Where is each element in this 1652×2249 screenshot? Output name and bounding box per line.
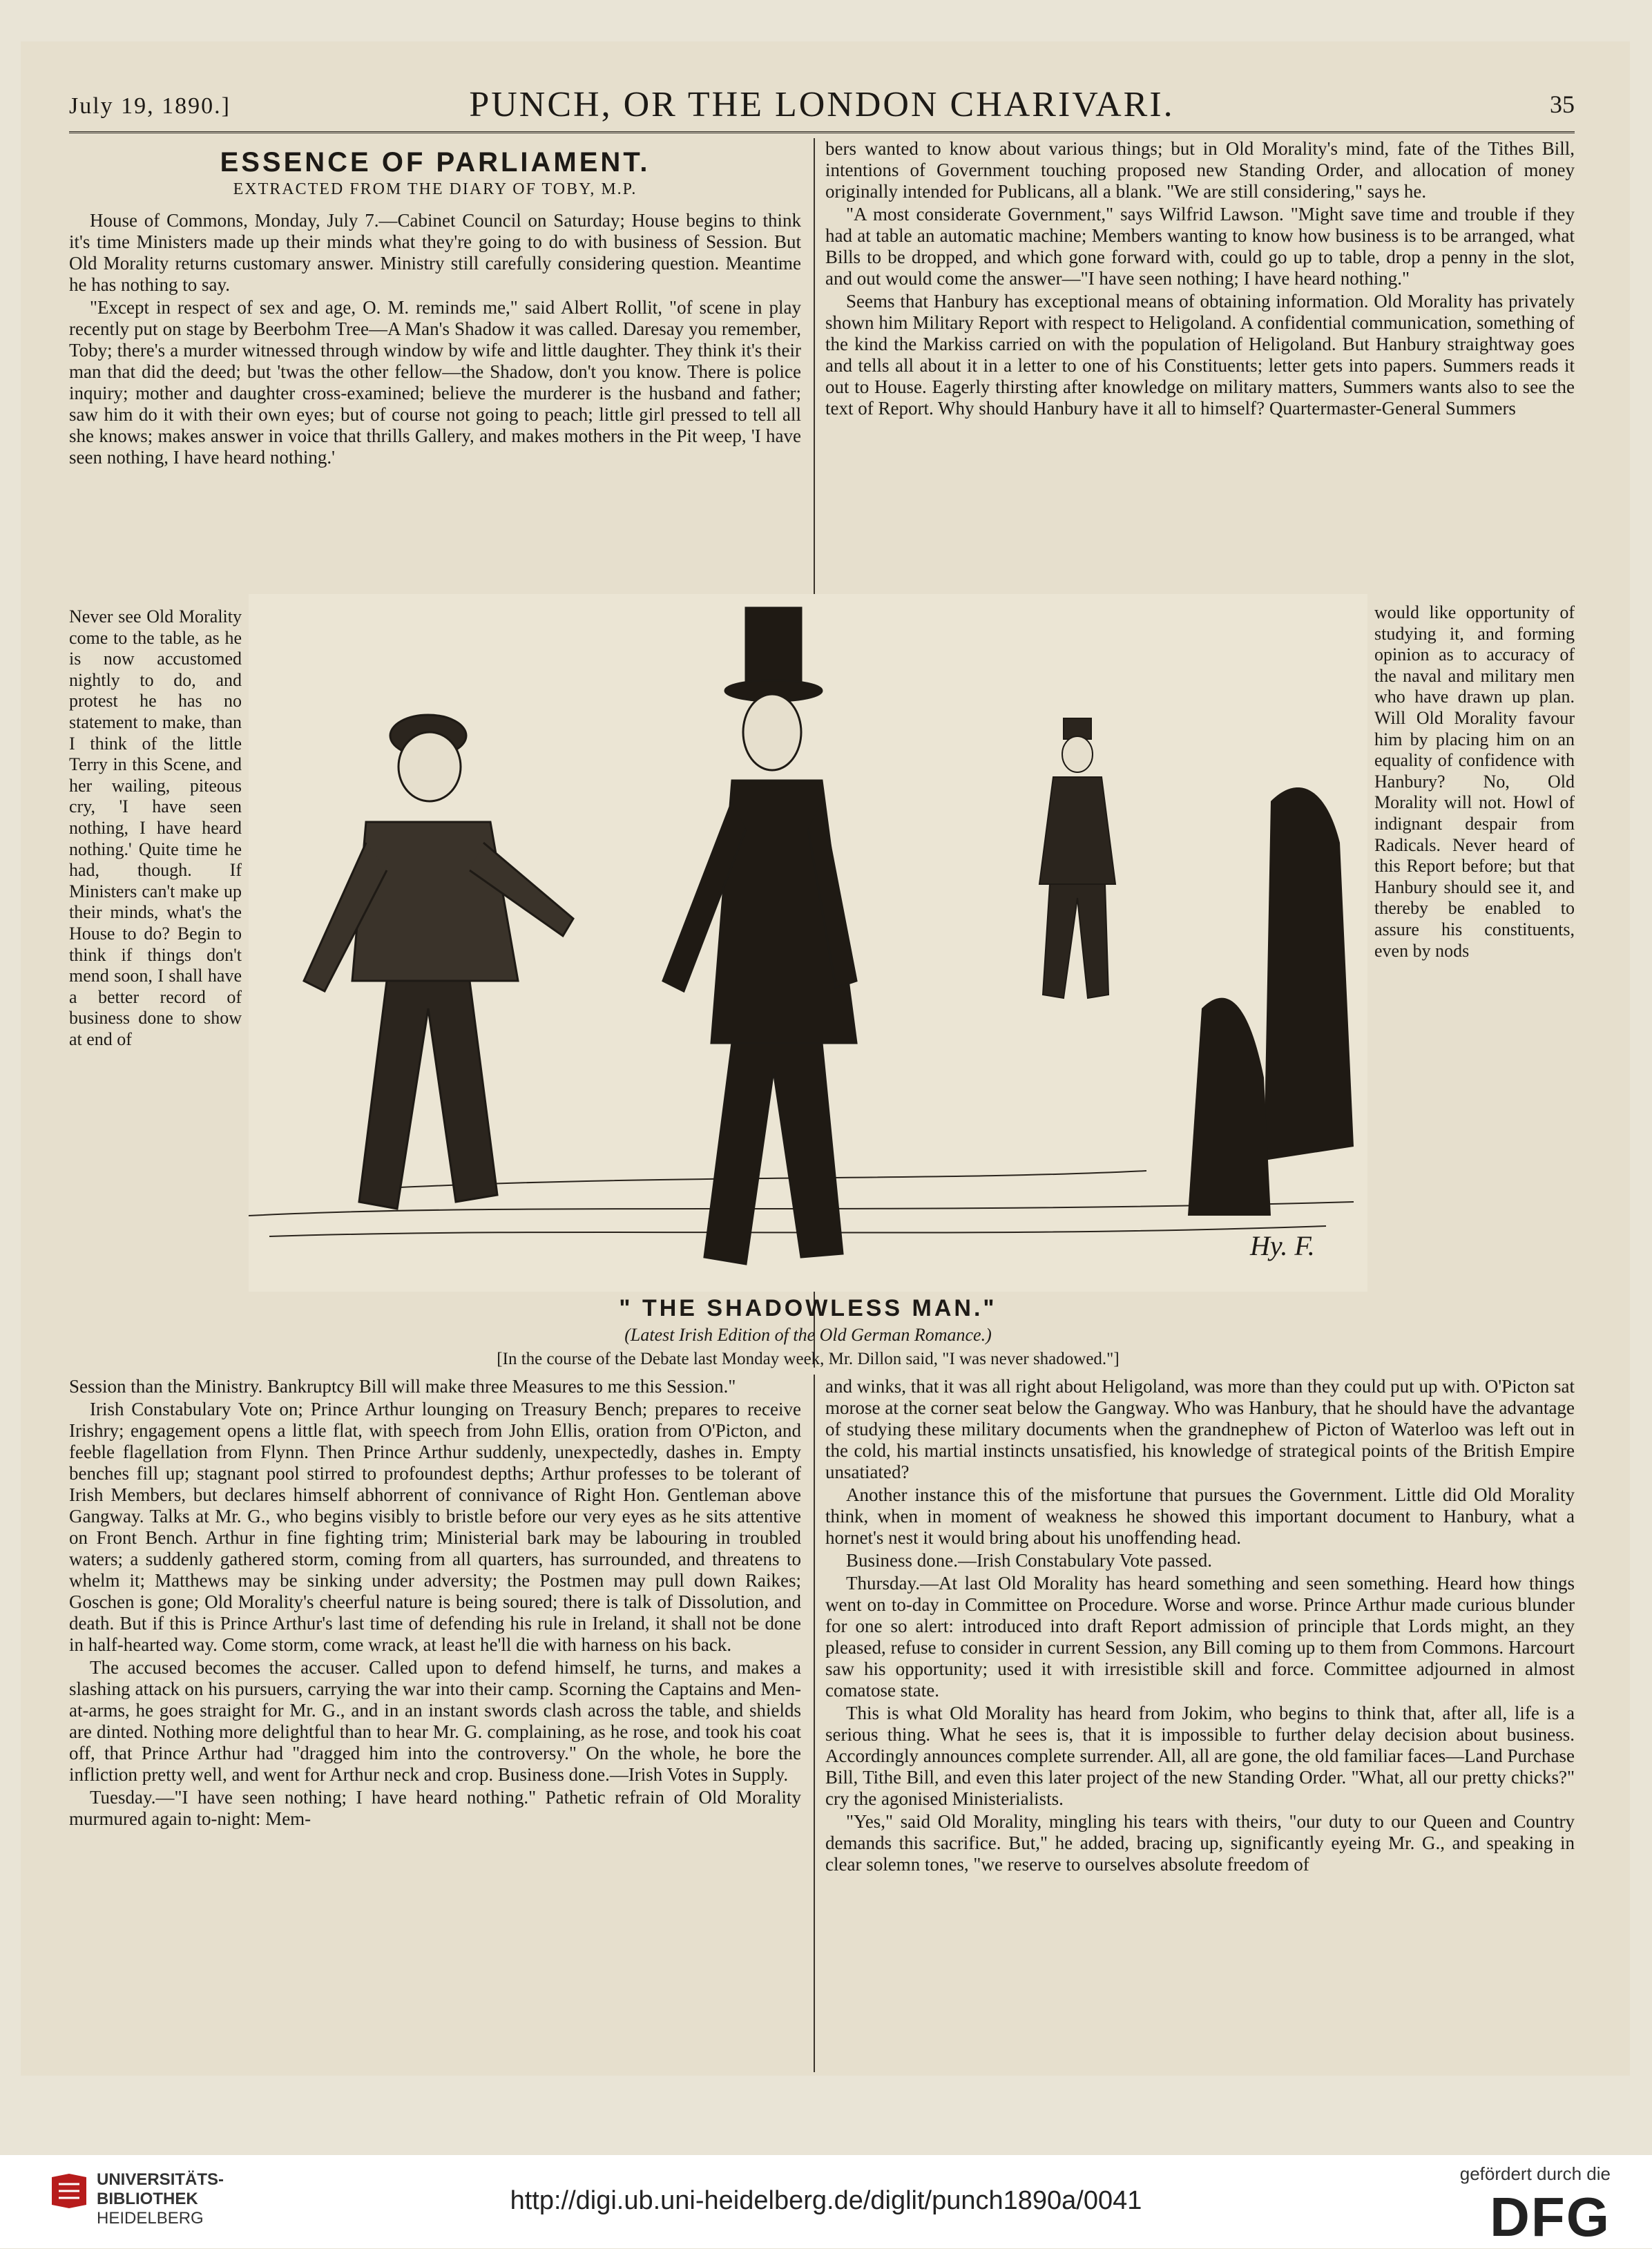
shadow-figure [1039,718,1115,998]
left-column-narrow [69,606,242,1051]
tall-figure [663,608,856,1264]
paragraph: The accused becomes the accuser. Called upon to defend himself, he turns, and makes a slashing attack on his pursuers, carrying the war into their camp. Scorning the Captains and Men-at-arms, he goes straight for Mr. G., and in an instant swords clash across the table, and shields are dinted. Nothing more delightful than to hear Mr. G. complaining, as he rose, and took his coat off, that Prince Arthur had "dragged him into the controversy." On the whole, he bore the infliction pretty well, and went for Arthur neck and crop. Business done.—Irish Votes in Supply. [69,1657,801,1785]
paragraph: Session than the Ministry. Bankruptcy Bill will make three Measures to me this Session." [69,1376,736,1397]
paragraph: and winks, that it was all right about Heligoland, was more than they could put up with. O'Picton sat morose at the corner seat below the Gangway. Who was Hanbury, that he should have the advantage of studying these military documents when the grandnephew of Picton of Waterloo was left out in the cold, his martial instincts unsatisfied, his knowledge of strategical points of the British Empire unsatiated? [825,1376,1575,1482]
paragraph: bers wanted to know about various things; but in Old Morality's mind, fate of the Tithes Bill, intentions of Government touching proposed new Standing Order, and allocation of money originally intended for Publicans, all a blank. "We are still considering," says he. [825,138,1575,202]
page-header [69,69,1575,133]
caption-note: [In the course of the Debate last Monday week, Mr. Dillon said, "I was never shadowed."] [497,1350,1120,1368]
header-date: July 19, 1890.] [69,93,231,119]
column-divider-lower [814,1375,815,2072]
article-title: ESSENCE OF PARLIAMENT. [220,147,651,178]
right-column-narrow [1374,602,1575,963]
source-url-link[interactable]: http://digi.ub.uni-heidelberg.de/diglit/punch1890a/0041 [510,2186,1142,2215]
paragraph: Irish Constabulary Vote on; Prince Arthur lounging on Treasury Bench; prepares to receive Irishry; engagement opens a little flat, with speech from John Ellis, oration from O'Picton, and feeble flagellation from Flynn. Then Prince Arthur suddenly, unexpectedly, dashes in. Empty benches fill up; stagnant pool stirred to profoundest depths; Arthur professes to be tolerant of Irish Members, but declares himself abhorrent of connivance of Right Hon. Gentleman above Gangway. Talks at Mr. G., who begins visibly to bristle before our very eyes as he sits attentive on Front Bench. Arthur in fine fighting trim; Ministerial bark may be labouring in troubled waters; a suddenly gathered storm, coming from all quarters, has surrounded, and threatens to whelm it; Matthews may be sinking under adversity; the Postmen may pull down Raikes; Goschen is gone; Old Morality's cheerful nature is being soured; there is talk of Dissolution, and death. But if this is Prince Arthur's last time of defending his rule in Ireland, it shall not be done in half-hearted way. Come storm, come wrack, at least he'll die with harness on his back. [69,1399,801,1655]
library-name-line1: UNIVERSITÄTS- [97,2170,224,2189]
caption-title: " THE SHADOWLESS MAN." [619,1295,997,1321]
paragraph: Seems that Hanbury has exceptional means of obtaining information. Old Morality has privately shown him Military Report with respect to Heligoland. A confidential communication, something of the kind the Markiss carried on with the population of Heligoland. But Hanbury straightway goes and tells all about it in a letter to one of his Constituents; letter gets into papers. Summers reads it out to House. Eagerly thirsting after knowledge on military matters, Summers wants also to see the text of Report. Why should Hanbury have it all to himself? Quartermaster-General Summers [825,291,1575,419]
right-column-top [825,138,1575,421]
dfg-logo: DFG [1490,2186,1611,2248]
funder-text: gefördert durch die [1459,2163,1611,2184]
paragraph: House of Commons, Monday, July 7.—Cabinet Council on Saturday; House begins to think it's time Ministers made up their minds what they're going to do with business of Session. But Old Morality returns customary answer. Ministry still carefully considering question. Meantime he has nothing to say. [69,210,801,295]
right-column-bottom [825,1376,1575,1877]
paragraph: Thursday.—At last Old Morality has heard something and seen something. Heard how things went on to-day in Committee on Procedure. Worse and worse. Prince Arthur made curious blunder for one so alert: introduced into draft Report admission of principle that Lords might, an they pleased, refuse to consider in current Session, any Bill coming up to them from Commons. Harcourt saw his opportunity; used it with irresistible skill and force. Committee adjourned in almost comatose state. [825,1573,1575,1701]
library-name-line2: BIBLIOTHEK [97,2190,198,2208]
artist-signature: Hy. F. [1250,1230,1315,1261]
illustration-caption [249,1295,1367,1369]
library-name-line3: HEIDELBERG [97,2209,204,2228]
crowd-silhouettes [1188,787,1354,1216]
startled-figure [304,715,573,1209]
paragraph: Business done.—Irish Constabulary Vote passed. [846,1550,1212,1571]
paragraph: would like opportunity of studying it, and forming opinion as to accuracy of the naval and military men who have drawn up plan. Will Old Morality favour him by placing him on an equality of confidence with Hanbury? No, Old Morality will not. Howl of indignant despair from Radicals. Never heard of this Report before; but that Hanbury should see it, and thereby be enabled to assure his constituents, even by nods [1374,602,1575,961]
cartoon-illustration [249,594,1367,1292]
paragraph: "Except in respect of sex and age, O. M. reminds me," said Albert Rollit, "of scene in play recently put on stage by Beerbohm Tree—A Man's Shadow it was called. Daresay you remember, Toby; there's a murder witnessed through window by wife and little daughter. They think it's their man that did the deed; but 'twas the other fellow—the Shadow, don't you know. There is police inquiry; mother and daughter cross-examined; believe the murderer is the husband and father; saw him do it with their own eyes; but of course not going to peach; little girl pressed to tell all she knows; makes answer in voice that thrills Gallery, and makes mothers in the Pit weep, 'I have seen nothing, I have heard nothing.' [69,297,801,468]
header-title: PUNCH, OR THE LONDON CHARIVARI. [469,85,1175,124]
left-column-top [69,145,801,470]
caption-subtitle: (Latest Irish Edition of the Old German Romance.) [624,1325,992,1345]
paragraph: Never see Old Morality come to the table, as he is now accustomed nightly to do, and protest he has no statement to make, than I think of the little Terry in this Scene, and her wailing, piteous cry, 'I have seen nothing, I have heard nothing.' Quite time he had, though. If Ministers can't make up their minds, what's the House to do? Begin to think if things don't mend soon, I shall have a better record of business done to show at end of [69,606,242,1049]
paragraph: Another instance this of the misfortune that pursues the Government. Little did Old Morality think, when in moment of weakness he showed this important document to Hanbury, what a hornet's nest it would bring about his unoffending head. [825,1484,1575,1548]
left-column-bottom [69,1376,801,1831]
page-number: 35 [1550,90,1575,118]
paragraph: "A most considerate Government," says Wilfrid Lawson. "Might save time and trouble if they had at table an automatic machine; Members wanting to know how business is to be arranged, what Bills to be dropped, and which gone forward with, could go up to table, drop a penny in the slot, and out would come the answer—"I have seen nothing; I have heard nothing." [825,204,1575,289]
paragraph: This is what Old Morality has heard from Jokim, who begins to think that, after all, life is a serious thing. What he sees is, that it is impossible to further delay decision about business. Accordingly announces complete surrender. All, all are gone, the old familiar faces—Land Purchase Bill, Tithe Bill, and even this later project of the new Standing Order. "What, all our pretty chicks?" cry the agonised Ministerialists. [825,1703,1575,1809]
newspaper-page [21,41,1630,2076]
cartoon-drawing [249,594,1367,1292]
paragraph: "Yes," said Old Morality, mingling his tears with theirs, "our duty to our Queen and Country demands this sacrifice. But," he added, bracing up, significantly eyeing Mr. G., and speaking in clear solemn tones, "we reserve to ourselves absolute freedom of [825,1811,1575,1875]
article-subtitle: EXTRACTED FROM THE DIARY OF TOBY, M.P. [233,180,637,198]
digitization-footer [0,2155,1652,2248]
paragraph: Tuesday.—"I have seen nothing; I have heard nothing." Pathetic refrain of Old Morality murmured again to-night: Mem- [69,1787,801,1829]
